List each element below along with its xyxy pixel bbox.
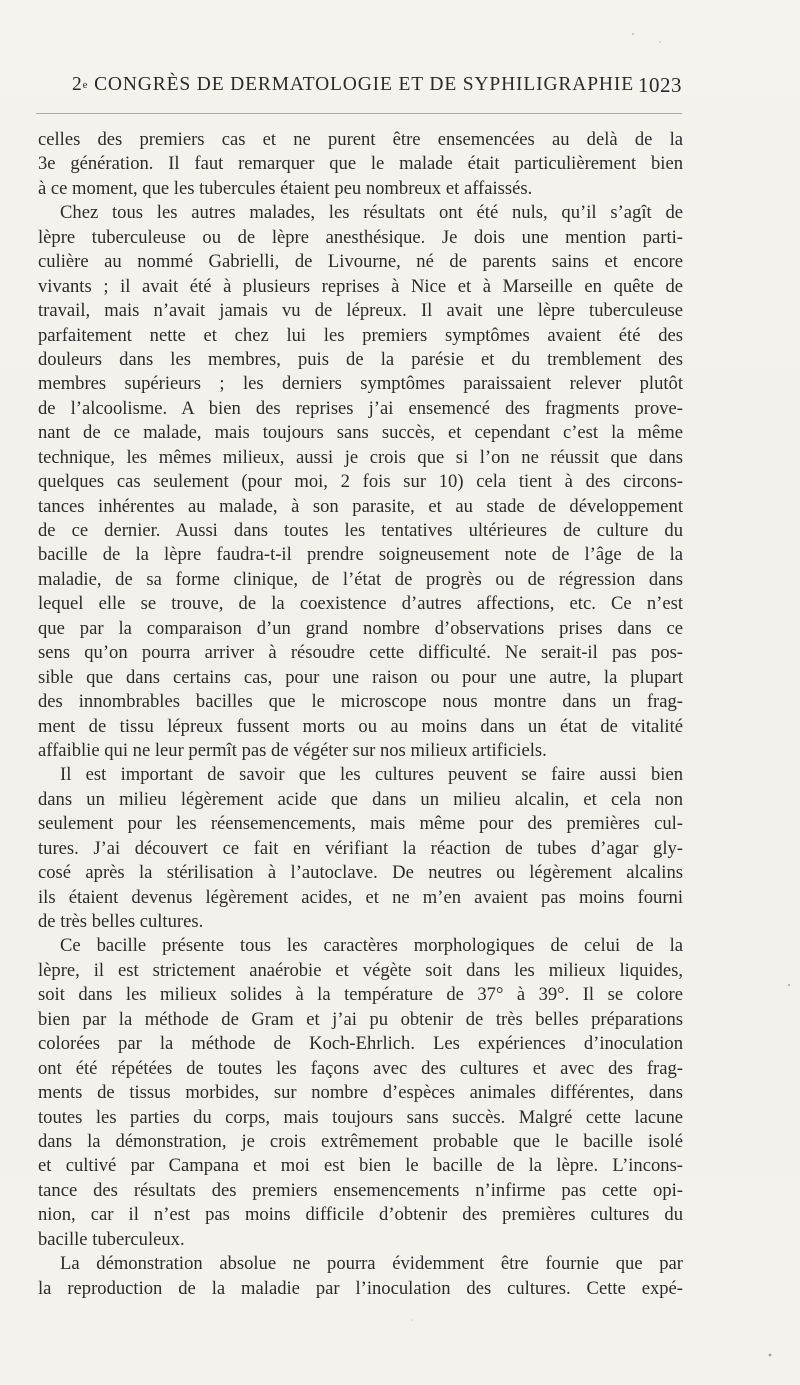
header-ordinal: 2 <box>72 74 83 95</box>
text-line: bien par la méthode de Gram et j’ai pu obtenir de très belles préparations <box>38 1008 683 1030</box>
text-line: des innombrables bacilles que le microscope nous montre dans un frag- <box>38 691 683 713</box>
text-line: vivants ; il avait été à plusieurs reprises à Nice et à Marseille en quête de <box>38 275 683 297</box>
text-line: de très belles cultures. <box>38 911 204 932</box>
header-title-text: CONGRÈS DE DERMATOLOGIE ET DE SYPHILIGRAPHIE <box>88 74 634 95</box>
page-number: 1023 <box>638 73 682 97</box>
text-line: cosé après la stérilisation à l’autoclave. De neutres ou légèrement alcalins <box>38 862 683 884</box>
text-line: toutes les parties du corps, mais toujours sans succès. Malgré cette lacune <box>38 1106 683 1128</box>
text-line: technique, les mêmes milieux, aussi je crois que si l’on ne réussit que dans <box>38 446 683 468</box>
text-line: bacille de la lèpre faudra-t-il prendre soigneusement note de l’âge de la <box>38 544 683 566</box>
text-line: sible que dans certains cas, pour une raison ou pour une autre, la plupart <box>38 666 683 688</box>
text-line: quelques cas seulement (pour moi, 2 fois sur 10) cela tient à des circons- <box>38 471 683 493</box>
text-line: Ce bacille présente tous les caractères morphologiques de celui de la <box>60 935 683 957</box>
text-line: bacille tuberculeux. <box>38 1228 185 1250</box>
text-line: soit dans les milieux solides à la température de 37° à 39°. Il se colore <box>38 984 683 1006</box>
text-line: tures. J’ai découvert ce fait en vérifiant la réaction de tubes d’agar gly- <box>38 837 683 859</box>
text-line: nant de ce malade, mais toujours sans succès, et cependant c’est la même <box>38 422 683 444</box>
text-line: ments de tissus morbides, sur nombre d’espèces animales différentes, dans <box>38 1082 683 1104</box>
text-line: celles des premiers cas et ne purent être ensemencées au delà de la <box>38 129 683 150</box>
text-line: colorées par la méthode de Koch-Ehrlich. Les expériences d’inoculation <box>38 1033 683 1055</box>
text-line: dans un milieu légèrement acide que dans un milieu alcalin, et cela non <box>38 788 683 810</box>
text-line: culière au nommé Gabrielli, de Livourne, né de parents sains et encore <box>38 251 683 273</box>
body-text <box>38 128 683 1301</box>
text-line: à ce moment, que les tubercules étaient peu nombreux et affaissés. <box>38 177 533 199</box>
text-line: affaiblie qui ne leur permît pas de végéter sur nos milieux artificiels. <box>38 739 547 761</box>
running-header <box>38 70 682 104</box>
text-line: douleurs dans les membres, puis de la parésie et du tremblement des <box>38 348 683 370</box>
text-line: sens qu’on pourra arriver à résoudre cette difficulté. Ne serait-il pas pos- <box>38 642 683 664</box>
text-line: travail, mais n’avait jamais vu de lépreux. Il avait une lèpre tuberculeuse <box>38 300 683 322</box>
text-line: maladie, de sa forme clinique, de l’état de progrès ou de régression dans <box>38 568 683 590</box>
text-line: tances inhérentes au malade, à son parasite, et au stade de développement <box>38 495 683 517</box>
text-line: de l’alcoolisme. A bien des reprises j’ai ensemencé des fragments prove- <box>38 397 683 419</box>
text-line: lèpre, il est strictement anaérobie et végète soit dans les milieux liquides, <box>38 959 683 981</box>
text-line: La démonstration absolue ne pourra évidemment être fournie que par <box>60 1253 683 1275</box>
text-line: tance des résultats des premiers ensemencements n’infirme pas cette opi- <box>38 1179 683 1201</box>
text-line: et cultivé par Campana et moi est bien le bacille de la lèpre. L’incons- <box>38 1155 683 1177</box>
header-title <box>72 74 634 96</box>
text-line: ment de tissu lépreux fussent morts ou au moins dans un état de vitalité <box>38 715 683 737</box>
text-line: 3e génération. Il faut remarquer que le malade était particulièrement bien <box>38 153 683 175</box>
text-line: Chez tous les autres malades, les résultats ont été nuls, qu’il s’agît de <box>60 202 683 224</box>
text-line: ont été répétées de toutes les façons avec des cultures et avec des frag- <box>38 1057 683 1079</box>
text-line: la reproduction de la maladie par l’inoculation des cultures. Cette expé- <box>38 1277 683 1299</box>
text-line: seulement pour les réensemencements, mais même pour des premières cul- <box>38 813 683 835</box>
text-line: parfaitement nette et chez lui les premiers symptômes avaient été des <box>38 324 683 346</box>
text-line: Il est important de savoir que les cultures peuvent se faire aussi bien <box>60 764 683 786</box>
text-line: membres supérieurs ; les derniers symptômes paraissaient relever plutôt <box>38 373 683 395</box>
text-line: nion, car il n’est pas moins difficile d’obtenir des premières cultures du <box>38 1204 683 1226</box>
text-line: dans la démonstration, je crois extrêmement probable que le bacille isolé <box>38 1130 683 1152</box>
text-line: lèpre tuberculeuse ou de lèpre anesthésique. Je dois une mention parti- <box>38 226 683 248</box>
header-rule <box>36 113 682 114</box>
text-line: de ce dernier. Aussi dans toutes les tentatives ultérieures de culture du <box>38 520 683 541</box>
text-line: lequel elle se trouve, de la coexistence d’autres affections, etc. Ce n’est <box>38 593 683 615</box>
text-line: que par la comparaison d’un grand nombre d’observations prises dans ce <box>38 617 683 639</box>
text-line: ils étaient devenus légèrement acides, et ne m’en avaient pas moins fourni <box>38 886 683 908</box>
header-ordinal-superscript: e <box>82 79 89 91</box>
